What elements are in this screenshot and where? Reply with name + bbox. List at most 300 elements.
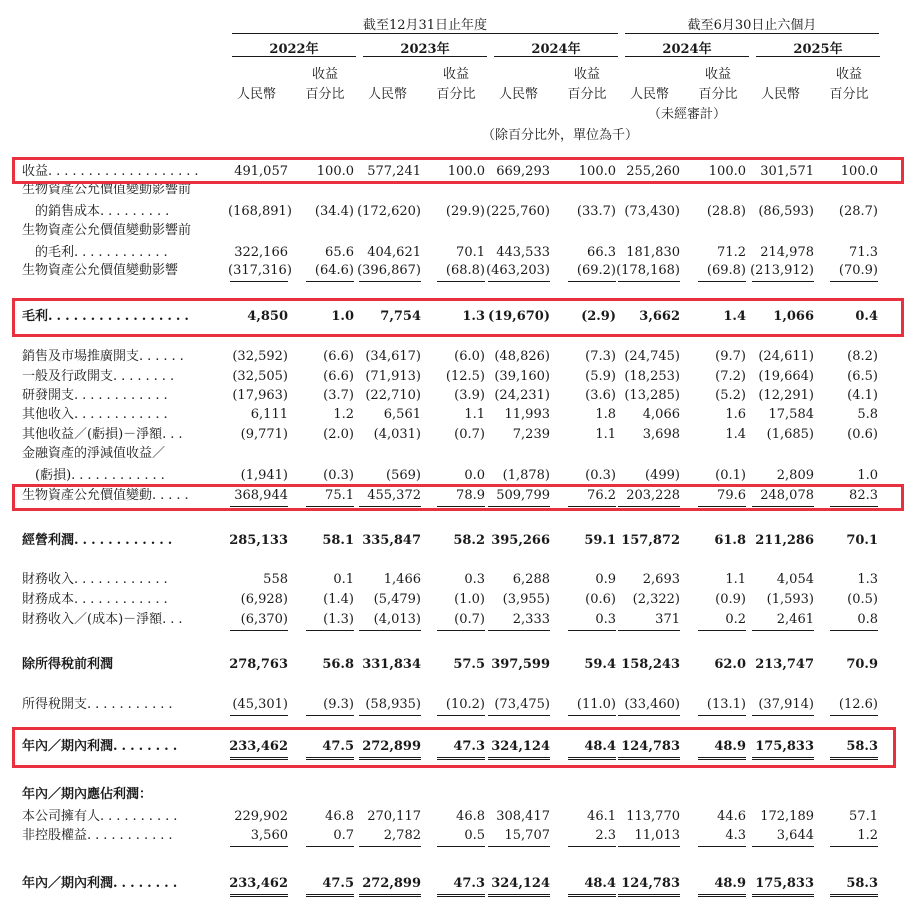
header-group-fiscal-year: 截至12月31日止年度 bbox=[362, 18, 488, 33]
row-label-text: (虧損) bbox=[22, 468, 72, 483]
row-label-text: 所得稅開支 bbox=[22, 697, 88, 712]
row-label bbox=[22, 696, 176, 714]
cell-rmb: 7,754 bbox=[380, 309, 421, 324]
table-row bbox=[0, 262, 912, 280]
underline bbox=[437, 715, 485, 716]
cell-rmb: 308,417 bbox=[496, 809, 550, 824]
cell-percentage: (0.3) bbox=[585, 468, 616, 483]
row-label bbox=[22, 532, 176, 550]
cell-percentage: (0.7) bbox=[454, 612, 485, 627]
leader-dots: ........ bbox=[113, 876, 182, 891]
row-label bbox=[22, 387, 172, 405]
cell-rmb: (45,301) bbox=[232, 697, 288, 712]
cell-percentage: 5.8 bbox=[857, 407, 878, 422]
cell-rmb: (168,891) bbox=[228, 204, 292, 219]
cell-rmb: (396,867) bbox=[357, 263, 421, 278]
col-header-pct-line1: 收益 bbox=[573, 67, 600, 82]
leader-dots: ............ bbox=[74, 407, 172, 422]
cell-rmb: 2,809 bbox=[776, 468, 814, 483]
leader-dots: ........ bbox=[113, 369, 179, 384]
cell-percentage: 71.2 bbox=[717, 245, 746, 260]
cell-percentage: (33.7) bbox=[576, 204, 616, 219]
cell-percentage: (7.2) bbox=[715, 369, 746, 384]
highlight-box-profit-for-period bbox=[12, 727, 896, 768]
highlight-box-biological-assets bbox=[12, 484, 904, 511]
cell-rmb: 175,833 bbox=[755, 876, 814, 891]
col-header-pct-line1: 收益 bbox=[704, 67, 731, 82]
leader-dots: ................... bbox=[48, 164, 203, 179]
cell-percentage: 1.1 bbox=[595, 427, 616, 442]
highlight-box-gross-profit bbox=[12, 298, 904, 337]
underline bbox=[359, 715, 421, 716]
period-rule bbox=[494, 56, 618, 57]
period-rule bbox=[756, 56, 880, 57]
row-label-text: 財務收入 bbox=[22, 572, 75, 587]
cell-percentage: (6.0) bbox=[454, 349, 485, 364]
cell-rmb: (39,160) bbox=[494, 369, 550, 384]
unit-note: （除百分比外，單位為千） bbox=[481, 128, 638, 143]
cell-percentage: 47.5 bbox=[322, 876, 354, 891]
cell-percentage: 56.8 bbox=[322, 657, 354, 672]
cell-rmb: 404,621 bbox=[367, 245, 421, 260]
cell-rmb: (24,611) bbox=[758, 349, 814, 364]
cell-rmb: (34,617) bbox=[365, 349, 421, 364]
cell-rmb: (4,013) bbox=[373, 612, 421, 627]
cell-rmb: 175,833 bbox=[755, 739, 814, 754]
cell-rmb: 229,902 bbox=[234, 809, 288, 824]
cell-rmb: 211,286 bbox=[755, 533, 814, 548]
cell-rmb: (4,031) bbox=[373, 427, 421, 442]
underline bbox=[698, 630, 746, 631]
cell-percentage: 47.3 bbox=[453, 739, 485, 754]
underline bbox=[698, 715, 746, 716]
table-row bbox=[0, 875, 912, 893]
cell-percentage: 1.2 bbox=[333, 407, 354, 422]
cell-percentage: 0.5 bbox=[464, 828, 485, 843]
table-row bbox=[0, 445, 912, 463]
cell-percentage: 59.1 bbox=[584, 533, 616, 548]
cell-percentage: 65.6 bbox=[325, 245, 354, 260]
cell-rmb: 213,747 bbox=[755, 657, 814, 672]
cell-percentage: 47.5 bbox=[322, 739, 354, 754]
underline bbox=[437, 281, 485, 282]
underline bbox=[306, 630, 354, 631]
cell-rmb: 255,260 bbox=[626, 164, 680, 179]
cell-rmb: 11,993 bbox=[504, 407, 550, 422]
row-label-text: 研發開支 bbox=[22, 388, 75, 403]
cell-percentage: 100.0 bbox=[578, 164, 616, 179]
cell-percentage: 46.1 bbox=[587, 809, 616, 824]
cell-percentage: 58.3 bbox=[846, 739, 878, 754]
cell-rmb: 324,124 bbox=[491, 876, 550, 891]
double-underline bbox=[568, 894, 616, 897]
cell-percentage: 1.8 bbox=[595, 407, 616, 422]
underline bbox=[830, 846, 878, 847]
cell-percentage: 44.6 bbox=[717, 809, 746, 824]
underline bbox=[359, 281, 421, 282]
cell-rmb: 455,372 bbox=[367, 488, 421, 503]
cell-rmb: 285,133 bbox=[229, 533, 288, 548]
cell-rmb: (19,664) bbox=[758, 369, 814, 384]
double-underline bbox=[698, 894, 746, 897]
cell-rmb: (32,505) bbox=[232, 369, 288, 384]
cell-rmb: 124,783 bbox=[621, 739, 680, 754]
row-label bbox=[22, 591, 172, 609]
leader-dots: ... bbox=[162, 427, 187, 442]
underline bbox=[568, 281, 616, 282]
col-header-rmb: 人民幣 bbox=[368, 87, 408, 102]
cell-percentage: (28.7) bbox=[838, 204, 878, 219]
cell-percentage: 4.3 bbox=[725, 828, 746, 843]
row-label-text: 收益 bbox=[22, 164, 49, 179]
cell-percentage: 1.4 bbox=[723, 309, 746, 324]
cell-rmb: 3,644 bbox=[776, 828, 814, 843]
col-header-rmb: 人民幣 bbox=[499, 87, 539, 102]
cell-percentage: 100.0 bbox=[316, 164, 354, 179]
cell-rmb: (569) bbox=[386, 468, 421, 483]
cell-rmb: 214,978 bbox=[760, 245, 814, 260]
underline bbox=[437, 630, 485, 631]
underline bbox=[568, 715, 616, 716]
cell-rmb: (9,771) bbox=[240, 427, 288, 442]
leader-dots: ............ bbox=[74, 388, 172, 403]
underline bbox=[359, 630, 421, 631]
cell-percentage: 48.9 bbox=[714, 876, 746, 891]
cell-percentage: (0.1) bbox=[715, 468, 746, 483]
row-label-text: 年內／期內利潤 bbox=[22, 876, 114, 891]
cell-percentage: 1.0 bbox=[857, 468, 878, 483]
cell-rmb: (73,475) bbox=[494, 697, 550, 712]
cell-rmb: (1,685) bbox=[766, 427, 814, 442]
cell-percentage: 1.6 bbox=[725, 407, 746, 422]
cell-percentage: 57.1 bbox=[849, 809, 878, 824]
cell-rmb: (32,592) bbox=[232, 349, 288, 364]
unaudited-note: （未經審計） bbox=[647, 107, 726, 122]
col-header-rmb: 人民幣 bbox=[630, 87, 670, 102]
col-header-pct-line2: 百分比 bbox=[567, 87, 607, 102]
row-label bbox=[22, 426, 187, 444]
cell-rmb: 272,899 bbox=[362, 739, 421, 754]
leader-dots: ............ bbox=[74, 592, 172, 607]
cell-rmb: (499) bbox=[645, 468, 680, 483]
cell-percentage: 0.1 bbox=[333, 572, 354, 587]
period-header: 2025年 bbox=[793, 42, 843, 57]
highlight-box-revenue bbox=[12, 157, 904, 184]
cell-percentage: (2.9) bbox=[581, 309, 616, 324]
row-label-text: 生物資產公允價值變動影響前 bbox=[22, 223, 192, 238]
leader-dots: ........... bbox=[87, 697, 177, 712]
cell-percentage: (64.6) bbox=[314, 263, 354, 278]
cell-percentage: (29.9) bbox=[445, 204, 485, 219]
row-label bbox=[22, 875, 181, 893]
cell-rmb: 669,293 bbox=[496, 164, 550, 179]
underline bbox=[752, 715, 814, 716]
cell-percentage: 0.3 bbox=[464, 572, 485, 587]
cell-rmb: (73,430) bbox=[624, 204, 680, 219]
header-group-rule bbox=[625, 33, 879, 34]
cell-rmb: 3,560 bbox=[250, 828, 288, 843]
cell-percentage: 76.2 bbox=[587, 488, 616, 503]
cell-percentage: 0.7 bbox=[333, 828, 354, 843]
cell-rmb: 124,783 bbox=[621, 876, 680, 891]
cell-percentage: 71.3 bbox=[849, 245, 878, 260]
cell-rmb: 491,057 bbox=[234, 164, 288, 179]
cell-percentage: 66.3 bbox=[587, 245, 616, 260]
row-label bbox=[22, 786, 152, 804]
leader-dots: ... bbox=[162, 612, 187, 627]
row-label-text: 其他收入 bbox=[22, 407, 75, 422]
underline bbox=[230, 630, 288, 631]
row-label bbox=[22, 244, 172, 262]
table-row bbox=[0, 426, 912, 444]
row-label-text: 毛利 bbox=[22, 309, 49, 324]
col-header-pct-line2: 百分比 bbox=[829, 87, 869, 102]
cell-rmb: 4,054 bbox=[776, 572, 814, 587]
cell-percentage: (0.9) bbox=[715, 592, 746, 607]
row-label bbox=[22, 203, 173, 221]
row-label-text: 生物資產公允價值變動 bbox=[22, 488, 153, 503]
col-header-pct-line1: 收益 bbox=[442, 67, 469, 82]
underline bbox=[698, 281, 746, 282]
underline bbox=[306, 715, 354, 716]
cell-percentage: 100.0 bbox=[708, 164, 746, 179]
cell-percentage: (8.2) bbox=[847, 349, 878, 364]
cell-percentage: (13.1) bbox=[706, 697, 746, 712]
cell-percentage: 0.0 bbox=[464, 468, 485, 483]
row-label-text: 除所得稅前利潤 bbox=[22, 657, 114, 672]
row-label bbox=[22, 368, 178, 386]
cell-percentage: (4.1) bbox=[847, 388, 878, 403]
cell-rmb: 278,763 bbox=[229, 657, 288, 672]
cell-rmb: 158,243 bbox=[621, 657, 680, 672]
cell-percentage: 58.3 bbox=[846, 876, 878, 891]
col-header-pct-line1: 收益 bbox=[311, 67, 338, 82]
cell-rmb: 331,834 bbox=[362, 657, 421, 672]
table-row bbox=[0, 387, 912, 405]
cell-rmb: 233,462 bbox=[229, 876, 288, 891]
underline bbox=[698, 846, 746, 847]
period-rule bbox=[363, 56, 487, 57]
cell-percentage: 1.3 bbox=[857, 572, 878, 587]
cell-rmb: 335,847 bbox=[362, 533, 421, 548]
underline bbox=[830, 715, 878, 716]
row-label-text: 生物資產公允價值變動影響前 bbox=[22, 182, 192, 197]
table-row bbox=[0, 244, 912, 262]
period-header: 2022年 bbox=[269, 42, 319, 57]
double-underline bbox=[488, 894, 550, 897]
leader-dots: ......... bbox=[100, 204, 174, 219]
cell-percentage: 48.9 bbox=[714, 739, 746, 754]
table-row bbox=[0, 532, 912, 550]
cell-percentage: (1.0) bbox=[454, 592, 485, 607]
cell-rmb: (24,745) bbox=[624, 349, 680, 364]
row-label-text: 銷售及市場推廣開支 bbox=[22, 349, 140, 364]
underline bbox=[618, 846, 680, 847]
cell-rmb: 6,561 bbox=[383, 407, 421, 422]
cell-percentage: (3.6) bbox=[585, 388, 616, 403]
row-label-text: 年內／期內利潤 bbox=[22, 739, 114, 754]
cell-percentage: (5.2) bbox=[715, 388, 746, 403]
cell-percentage: (0.3) bbox=[323, 468, 354, 483]
underline bbox=[618, 630, 680, 631]
cell-rmb: (13,285) bbox=[624, 388, 680, 403]
cell-rmb: (2,322) bbox=[632, 592, 680, 607]
cell-rmb: (19,670) bbox=[487, 309, 550, 324]
cell-rmb: 558 bbox=[263, 572, 288, 587]
cell-rmb: (3,955) bbox=[502, 592, 550, 607]
underline bbox=[488, 846, 550, 847]
cell-percentage: (6.6) bbox=[323, 349, 354, 364]
cell-percentage: 48.4 bbox=[584, 739, 616, 754]
cell-percentage: 58.1 bbox=[322, 533, 354, 548]
cell-percentage: (6.5) bbox=[847, 369, 878, 384]
cell-rmb: 509,799 bbox=[496, 488, 550, 503]
cell-percentage: (0.6) bbox=[847, 427, 878, 442]
col-header-pct-line1: 收益 bbox=[835, 67, 862, 82]
cell-percentage: 1.4 bbox=[725, 427, 746, 442]
cell-rmb: 11,013 bbox=[634, 828, 680, 843]
cell-rmb: 301,571 bbox=[760, 164, 814, 179]
double-underline bbox=[230, 894, 288, 897]
col-header-pct-line2: 百分比 bbox=[305, 87, 345, 102]
cell-percentage: 47.3 bbox=[453, 876, 485, 891]
double-underline bbox=[437, 894, 485, 897]
leader-dots: ............ bbox=[74, 533, 177, 548]
row-label bbox=[22, 611, 187, 629]
cell-percentage: (10.2) bbox=[445, 697, 485, 712]
cell-percentage: (0.6) bbox=[585, 592, 616, 607]
cell-rmb: 577,241 bbox=[367, 164, 421, 179]
row-label bbox=[22, 445, 165, 463]
cell-percentage: 62.0 bbox=[714, 657, 746, 672]
double-underline bbox=[306, 894, 354, 897]
cell-percentage: 70.1 bbox=[846, 533, 878, 548]
underline bbox=[230, 715, 288, 716]
cell-percentage: 1.0 bbox=[331, 309, 354, 324]
cell-percentage: (11.0) bbox=[576, 697, 616, 712]
table-row bbox=[0, 406, 912, 424]
table-row bbox=[0, 611, 912, 629]
underline bbox=[488, 715, 550, 716]
cell-percentage: 46.8 bbox=[456, 809, 485, 824]
row-label bbox=[22, 656, 113, 674]
cell-percentage: (12.5) bbox=[445, 369, 485, 384]
row-label-text: 財務成本 bbox=[22, 592, 75, 607]
cell-rmb: (1,941) bbox=[240, 468, 288, 483]
cell-rmb: 395,266 bbox=[491, 533, 550, 548]
cell-percentage: 57.5 bbox=[453, 657, 485, 672]
cell-rmb: 113,770 bbox=[626, 809, 680, 824]
cell-rmb: 203,228 bbox=[626, 488, 680, 503]
cell-percentage: (70.9) bbox=[838, 263, 878, 278]
cell-rmb: 17,584 bbox=[768, 407, 814, 422]
row-label bbox=[22, 406, 172, 424]
cell-percentage: 70.1 bbox=[456, 245, 485, 260]
cell-rmb: (172,620) bbox=[357, 204, 421, 219]
cell-rmb: (225,760) bbox=[486, 204, 550, 219]
row-label-text: 非控股權益 bbox=[22, 828, 88, 843]
cell-percentage: (7.3) bbox=[585, 349, 616, 364]
cell-rmb: (463,203) bbox=[486, 263, 550, 278]
cell-percentage: 0.8 bbox=[857, 612, 878, 627]
cell-rmb: 15,707 bbox=[504, 828, 550, 843]
row-label-text: 生物資產公允價值變動影響 bbox=[22, 263, 179, 278]
cell-percentage: (1.3) bbox=[323, 612, 354, 627]
table-row bbox=[0, 222, 912, 240]
cell-percentage: (9.7) bbox=[715, 349, 746, 364]
cell-rmb: (24,231) bbox=[494, 388, 550, 403]
cell-rmb: 4,066 bbox=[642, 407, 680, 422]
col-header-rmb: 人民幣 bbox=[237, 87, 277, 102]
underline bbox=[488, 630, 550, 631]
row-label bbox=[22, 467, 169, 485]
cell-percentage: (68.8) bbox=[445, 263, 485, 278]
cell-percentage: 59.4 bbox=[584, 657, 616, 672]
cell-rmb: 272,899 bbox=[362, 876, 421, 891]
leader-dots: ................. bbox=[48, 309, 193, 324]
double-underline bbox=[830, 894, 878, 897]
cell-percentage: 100.0 bbox=[840, 164, 878, 179]
cell-rmb: 2,782 bbox=[383, 828, 421, 843]
underline bbox=[568, 846, 616, 847]
underline bbox=[488, 281, 550, 282]
row-label bbox=[22, 571, 172, 589]
cell-rmb: (12,291) bbox=[758, 388, 814, 403]
cell-percentage: (9.3) bbox=[323, 697, 354, 712]
cell-percentage: (28.8) bbox=[706, 204, 746, 219]
row-label bbox=[22, 262, 178, 280]
header-group-rule bbox=[232, 33, 618, 34]
table-row bbox=[0, 808, 912, 826]
underline bbox=[230, 281, 288, 282]
leader-dots: ............ bbox=[71, 468, 169, 483]
cell-rmb: (1,593) bbox=[766, 592, 814, 607]
row-label-text: 一般及行政開支 bbox=[22, 369, 114, 384]
cell-rmb: 248,078 bbox=[760, 488, 814, 503]
double-underline bbox=[359, 894, 421, 897]
cell-rmb: 6,111 bbox=[250, 407, 288, 422]
cell-rmb: 2,461 bbox=[776, 612, 814, 627]
cell-rmb: 2,693 bbox=[642, 572, 680, 587]
period-header: 2024年 bbox=[531, 42, 581, 57]
cell-rmb: (5,479) bbox=[373, 592, 421, 607]
cell-rmb: 157,872 bbox=[621, 533, 680, 548]
row-label-text: 其他收益／(虧損)－淨額 bbox=[22, 427, 163, 442]
leader-dots: ..... bbox=[152, 488, 193, 503]
cell-rmb: (213,912) bbox=[750, 263, 814, 278]
cell-rmb: 368,944 bbox=[234, 488, 288, 503]
cell-rmb: 324,124 bbox=[491, 739, 550, 754]
table-row bbox=[0, 786, 912, 804]
cell-rmb: 270,117 bbox=[367, 809, 421, 824]
row-label-text: 金融資產的淨減值收益／ bbox=[22, 446, 166, 461]
period-rule bbox=[232, 56, 356, 57]
underline bbox=[752, 846, 814, 847]
cell-rmb: 397,599 bbox=[491, 657, 550, 672]
cell-rmb: (178,168) bbox=[616, 263, 680, 278]
table-row bbox=[0, 591, 912, 609]
row-label bbox=[22, 222, 191, 240]
underline bbox=[618, 281, 680, 282]
cell-percentage: 0.3 bbox=[595, 612, 616, 627]
cell-rmb: (317,316) bbox=[228, 263, 292, 278]
row-label bbox=[22, 348, 188, 366]
cell-percentage: 0.9 bbox=[595, 572, 616, 587]
cell-rmb: 7,239 bbox=[512, 427, 550, 442]
period-header: 2024年 bbox=[662, 42, 712, 57]
cell-rmb: 181,830 bbox=[626, 245, 680, 260]
cell-percentage: (0.7) bbox=[454, 427, 485, 442]
